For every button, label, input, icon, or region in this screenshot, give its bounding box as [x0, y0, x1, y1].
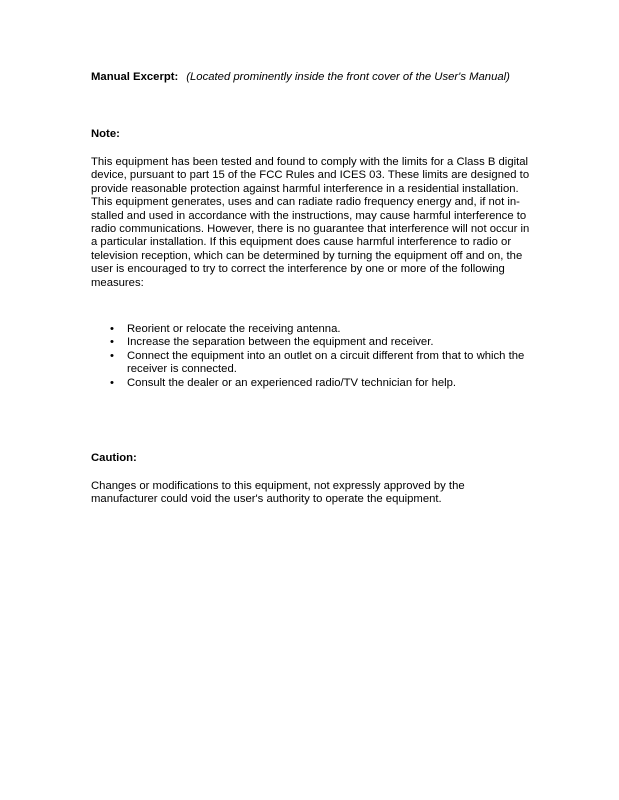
bullet-icon: •: [110, 336, 114, 349]
manual-excerpt-line: [91, 71, 510, 84]
measure-text: Increase the separation between the equipment and receiver.: [127, 336, 434, 349]
note-heading: Note:: [91, 128, 120, 140]
measure-text: Connect the equipment into an outlet on a circuit different from that to which the receiver is connected.: [127, 349, 525, 376]
measure-item: [91, 377, 531, 390]
note-paragraph: This equipment has been tested and found to comply with the limits for a Class B digital device, pursuant to part 15 of the FCC Rules and ICES 03. These limits are designed to provide reasonable protection against harmful interference in a residential installation. This equipment generates, uses and can radiate radio frequency energy and, if not in-stalled and used in accordance with the instructions, may cause harmful interference to radio communications. However, there is no guarantee that interference will not occur in a particular installation. If this equipment does cause harmful interference to radio or television reception, which can be determined by turning the equipment off and on, the user is encouraged to try to correct the interference by one or more of the following measures:: [91, 156, 530, 289]
measures-list: [91, 323, 531, 390]
bullet-icon: •: [110, 376, 114, 389]
measure-item: [91, 323, 531, 336]
measure-item: [91, 350, 531, 377]
bullet-icon: •: [110, 349, 114, 362]
caution-paragraph: Changes or modifications to this equipment, not expressly approved by the manufacturer could void the user's authority to operate the equipment.: [91, 480, 465, 506]
measure-text: Reorient or relocate the receiving antenna.: [127, 323, 341, 335]
caution-heading: Caution:: [91, 452, 137, 464]
measure-item: [91, 336, 531, 349]
measure-text: Consult the dealer or an experienced radio/TV technician for help.: [127, 376, 457, 389]
manual-excerpt-location-note: (Located prominently inside the front cover of the User's Manual): [186, 71, 510, 83]
bullet-icon: •: [110, 323, 114, 335]
manual-excerpt-label: Manual Excerpt:: [91, 71, 179, 83]
